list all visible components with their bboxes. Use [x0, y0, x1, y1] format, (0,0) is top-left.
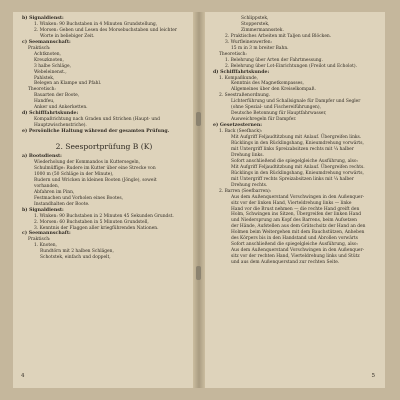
right-page [205, 12, 385, 388]
text-line: Schotstek, einfach und doppelt, [40, 255, 111, 261]
section-heading: c) Seemannschaft: [22, 39, 71, 45]
text-line: Holmen beim Weitergehen mit dem Bauchstützen, Anheben [231, 230, 365, 236]
text-line: Belegen an Klampe und Pfahl. [34, 81, 102, 87]
text-line: Rücklings in den Rücklingshang, Knieumdrehung vorwärts, [231, 170, 364, 176]
section-heading: d) Schifffahrtskunde: [22, 111, 79, 117]
text-line: Achtknoten, [34, 51, 61, 57]
text-line: 1. Knoten, [34, 243, 57, 249]
text-line: Webeleinenst., [34, 69, 67, 75]
text-line: 2. Morsen: Geben und Lesen des Morsebuchstaben und leichter [34, 27, 177, 33]
text-line: Kompaßrichtung nach Graden und Strichen (Haupt- und [34, 117, 160, 123]
text-line: 2. Belehrung über Lot-Einrichtungen (Freilot und Echolot). [225, 63, 358, 69]
text-line: der Hände, Aufstellen aus dem Grätschsitz der Hand an den [231, 224, 366, 230]
text-line: Instandhalten der Boote. [34, 201, 90, 207]
text-line: Worte in beliebiger Zeit. [40, 33, 95, 39]
right-page-number: 5 [371, 373, 375, 379]
text-line: 2. Barren (Seefbarren): [219, 188, 272, 194]
section-heading: d) Schifffahrtskunde: [213, 69, 270, 75]
text-line: sitz vor der linken Hand, Vierteldrehung links — linke [231, 200, 352, 206]
text-line: Wiederholung der Kommandos in Kuttersegeln, [34, 160, 141, 166]
staple-bottom [196, 266, 201, 280]
section-heading: b) Signaldienst: [22, 207, 64, 213]
section-heading: a) Bootsdienst: [22, 154, 62, 160]
text-line: sitz vor der rechten Hand, Vierteldrehung links und Stütz [231, 254, 360, 260]
text-line: Praktisch: [28, 45, 51, 51]
text-line: Handfeu, [34, 99, 55, 105]
text-line: Abfahren im Pinn, [34, 189, 75, 195]
text-line: vorhanden, [34, 183, 60, 189]
text-line: des Körpers bis in den Handstand und Abrollen vorwärts [231, 236, 358, 242]
text-line: Schlippstek, [241, 16, 269, 21]
text-line: Drehung links. [231, 152, 264, 158]
text-line: Bauarten der Boote, [34, 93, 80, 99]
section-heading: c) Seemannschaft: [22, 231, 71, 237]
text-line: 3 halbe Schläge, [34, 63, 71, 69]
text-line: Aus dem Außenquerstand Vorschwingen in den Außenquer- [231, 248, 365, 254]
text-line: mit Untergriff links Spreizabsitzen rechts mit ¼ halber [231, 146, 354, 152]
text-line: und aus dem Außenquerstand zur rechten Seite. [231, 260, 340, 266]
text-line: 1. Belehrung über Arten der Fahrtmessung. [225, 57, 323, 63]
text-line: Hauptzwischenstriche). [34, 123, 87, 129]
text-line: 1. Winken: 90 Buchstaben in 2 Minuten 45 Sekunden Grundst. [34, 213, 174, 219]
text-line: Schulmüffige: Rudere im Kutter über eine Strecke von [34, 165, 156, 171]
text-line: Aus dem Außenquerstand Vorschwingen in den Außenquer- [231, 194, 365, 200]
text-line: Stopperstek, [241, 21, 270, 27]
text-line: Pahlstek, [34, 75, 55, 81]
text-line: 2. Praktisches Arbeiten mit Taljen und Blöcken. [225, 33, 332, 39]
text-line: mit Untergriff rechts Spreizabsitzen links mit ¼ halber [231, 176, 354, 182]
text-line: Theoretisch: [219, 51, 247, 57]
left-page [13, 12, 193, 388]
right-page-text [213, 16, 377, 266]
text-line: Allgemeines über den Kreiselkompaß. [231, 87, 316, 93]
text-line: Sofort anschließend die spiegelgleiche Ausführung, also: [231, 158, 359, 164]
text-line: 1000 m (50 Schläge in der Minute), [34, 171, 114, 177]
text-line: 1. Back (Seefback): [219, 129, 263, 135]
exam-title: 2. Seesportprüfung B (K) [55, 142, 153, 152]
text-line: 1. Kompaßkunde, [219, 75, 259, 81]
text-line: Theoretisch: [28, 87, 56, 93]
text-line: Rudern und Wricken in kleinen Booten (Jöngle), soweit [34, 177, 157, 183]
text-line: Holm, Schwingen ins Sitzen, Übergreifen der linken Hand [231, 212, 362, 218]
section-heading: b) Signaldienst: [22, 16, 64, 21]
text-line: Anker und Ankerketten. [34, 105, 88, 111]
text-line: 3. Kenntnis der Flaggen aller kriegführenden Nationen. [34, 225, 159, 231]
text-line: Ausweichregeln für Dampfer. [231, 117, 297, 123]
text-line: Hand vor die Brust nehmen — die rechte Hand greift den [231, 206, 360, 212]
staple-top [196, 112, 201, 126]
text-line: 2. Morsen: 60 Buchstaben in 5 Minuten Grundstell, [34, 219, 149, 225]
text-line: 2. Seestraßenordnung. [219, 93, 271, 99]
section-heading: e) Persönliche Haltung während der gesamten Prüfung. [22, 129, 170, 135]
text-line: Mit Aufgriff Feljaudtitzbung mit Anlauf. Übergreifen rechts. [231, 164, 365, 170]
text-line: Praktisch: [28, 237, 51, 243]
section-heading: e) Gesetzesternen: [213, 123, 263, 129]
text-line: 3. Wurfleinenwerfen: [225, 39, 273, 45]
text-line: Drehung rechts. [231, 182, 268, 188]
text-line: Kenntnis des Magnetkompasses, [231, 81, 304, 87]
text-line: Kreuzknoten, [34, 57, 64, 63]
book-gutter [193, 12, 205, 388]
text-line: 1. Winken: 90 Buchstaben in 4 Minuten Grundstellung, [34, 21, 158, 27]
text-line: Lichterführung und Schallsignale für Dampfer und Segler [231, 99, 361, 105]
text-line: und Niedersprung am Kopf des Barrens, beim Aufsetzen [231, 218, 357, 224]
text-line: Festmachen und Vorholen eines Bootes, [34, 195, 123, 201]
text-line: Rücklings in den Rücklingshang, Knieumdrehung vorwärts, [231, 141, 364, 147]
text-line: 15 m in 3 m breiter Bahn. [231, 45, 289, 51]
text-line [22, 135, 186, 138]
text-line: Zimmermannsstek. [241, 27, 284, 33]
left-page-text [22, 16, 186, 261]
text-line: Mit Aufgriff Feljaudtitzbung mit Anlauf. Übergreifen links. [231, 135, 362, 141]
text-line: Rundtörn mit 2 halben Schlägen, [40, 249, 114, 255]
left-page-number: 4 [21, 373, 25, 379]
text-line: Sofort anschließend die spiegelgleiche Ausführung, also: [231, 242, 359, 248]
text-line: (ohne Spezial- und Fischereiführungen), [231, 105, 321, 111]
text-line: Deutsche Betonnung für Hauptfahrwasser, [231, 111, 327, 117]
